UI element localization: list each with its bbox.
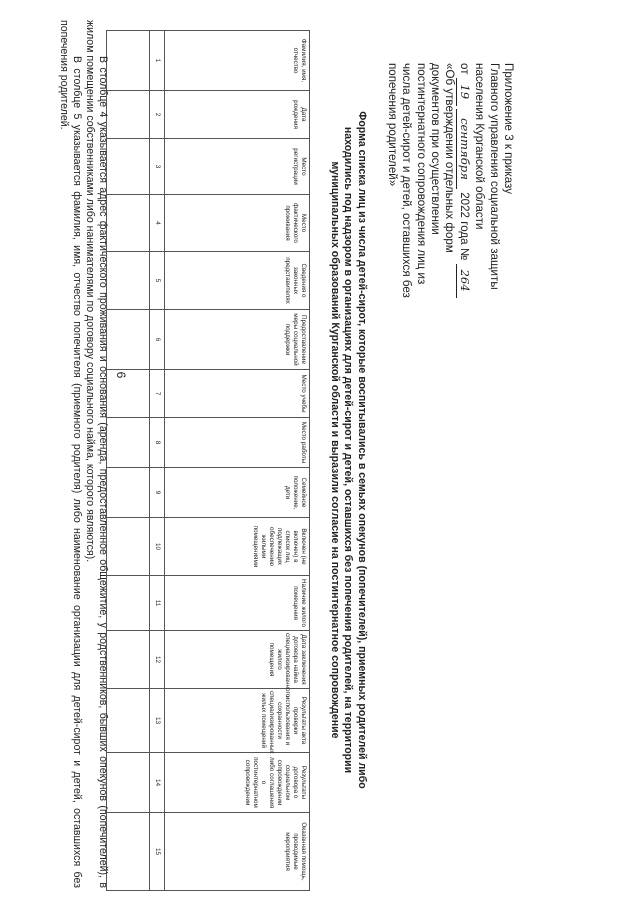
table-cell xyxy=(107,31,150,91)
header-subject-line: попечения родителей» xyxy=(385,63,399,187)
column-number: 1 xyxy=(150,31,165,91)
column-number: 3 xyxy=(150,139,165,195)
column-header-lease-date: Дата заключения договора найма специализированного жилого помещения xyxy=(165,631,310,689)
order-number-handwritten: 264 xyxy=(456,264,471,298)
header-line: Приложение 3 к приказу xyxy=(502,63,515,195)
table-cell xyxy=(107,139,150,195)
column-header-study-place: Место учебы xyxy=(165,370,310,418)
header-subject-line: документов при осуществлении xyxy=(428,63,442,235)
column-number: 4 xyxy=(150,195,165,252)
column-header-social-support: Предоставление меры социальной поддержки xyxy=(165,310,310,370)
order-year-text: 2022 года № xyxy=(457,192,471,261)
table-cell xyxy=(107,576,150,631)
column-header-actual-residence: Место фактического проживания xyxy=(165,195,310,252)
column-header-agreement-results: Результаты договора о социальном сопровождении либо соглашения о постинтернатном сопровождении xyxy=(165,753,310,813)
form-title-line: находились под надзором в организациях для детей-сирот и детей, оставшихся без попечения родителей, на территории xyxy=(342,126,355,774)
table-cell xyxy=(107,310,150,370)
column-number: 15 xyxy=(150,813,165,891)
column-header-housing-availability: Наличие жилого помещения xyxy=(165,576,310,631)
footnotes xyxy=(57,20,109,888)
table-cell xyxy=(107,689,150,753)
table-empty-row xyxy=(107,31,150,891)
column-header-legal-representatives: Сведения о законных представителях xyxy=(165,252,310,310)
column-number: 6 xyxy=(150,310,165,370)
header-subject-line: постинтернатного сопровождения лиц из xyxy=(414,63,428,285)
table-cell xyxy=(107,252,150,310)
column-number: 11 xyxy=(150,576,165,631)
header-line: Главного управления социальной защиты xyxy=(487,63,501,290)
header-line: населения Курганской области xyxy=(473,63,487,230)
footnote-column-5: В столбце 5 указывается фамилия, имя, отчество попечителя (приемного родителя) либо наименование организации для детей-сирот и детей, оставшихся без попечения родителей. xyxy=(58,20,83,888)
order-prefix: от xyxy=(457,63,471,75)
column-number: 10 xyxy=(150,518,165,576)
table-cell xyxy=(107,753,150,813)
table-cell xyxy=(107,418,150,468)
column-header-assistance: Оказанная помощь, проводимые мероприятия xyxy=(165,813,310,891)
column-header-work-place: Место работы xyxy=(165,418,310,468)
table-cell xyxy=(107,518,150,576)
column-header-registration: Место регистрации xyxy=(165,139,310,195)
form-title-line: Форма списка лиц из числа детей-сирот, которые воспитывались в семьях опекунов (попечителей), приемных родителей либо xyxy=(356,111,368,789)
form-table xyxy=(106,30,310,891)
column-number: 2 xyxy=(150,91,165,139)
column-header-family-status: Семейное положение, дети xyxy=(165,468,310,518)
table-header-row xyxy=(165,31,310,891)
header-subject-line: «Об утверждении отдельных форм xyxy=(443,63,457,253)
column-header-full-name: Фамилия, имя, отчество xyxy=(165,31,310,91)
column-number: 14 xyxy=(150,753,165,813)
table-cell xyxy=(107,91,150,139)
table-cell xyxy=(107,631,150,689)
form-title-line: муниципальных образований Курганской области и выразили согласие на постинтернатное сопровождение xyxy=(329,161,341,739)
column-number: 5 xyxy=(150,252,165,310)
order-date-line xyxy=(456,63,471,363)
footnote-column-4: В столбце 4 указывается адрес фактического проживания и основания (аренда, предоставленное общежитие, у родственников, бывших опекунов (попечителей), в жилом помещении собственниками либо нанимателями по договору социального найма, которого являются). xyxy=(84,20,109,888)
header-subject-line: числа детей-сирот и детей, оставшихся без xyxy=(400,63,414,298)
column-header-inspection-results: Результаты акта проверки использования и сохранности специализированных жилых помещений xyxy=(165,689,310,753)
table-column-numbers-row xyxy=(150,31,165,891)
table-cell xyxy=(107,813,150,891)
column-number: 7 xyxy=(150,370,165,418)
table-cell xyxy=(107,195,150,252)
column-header-housing-list: Включен (не включен) в список лиц подлежащих обеспечению жилыми помещениями xyxy=(165,518,310,576)
column-number: 9 xyxy=(150,468,165,518)
column-number: 13 xyxy=(150,689,165,753)
page-number: 6 xyxy=(114,371,128,379)
column-header-birth-date: Дата рождения xyxy=(165,91,310,139)
order-month-handwritten: сентября xyxy=(456,109,471,189)
table-cell xyxy=(107,468,150,518)
table-cell xyxy=(107,370,150,418)
appendix-header xyxy=(384,63,515,363)
form-title xyxy=(328,15,369,885)
order-day-handwritten: 19 xyxy=(456,78,471,106)
column-number: 8 xyxy=(150,418,165,468)
column-number: 12 xyxy=(150,631,165,689)
